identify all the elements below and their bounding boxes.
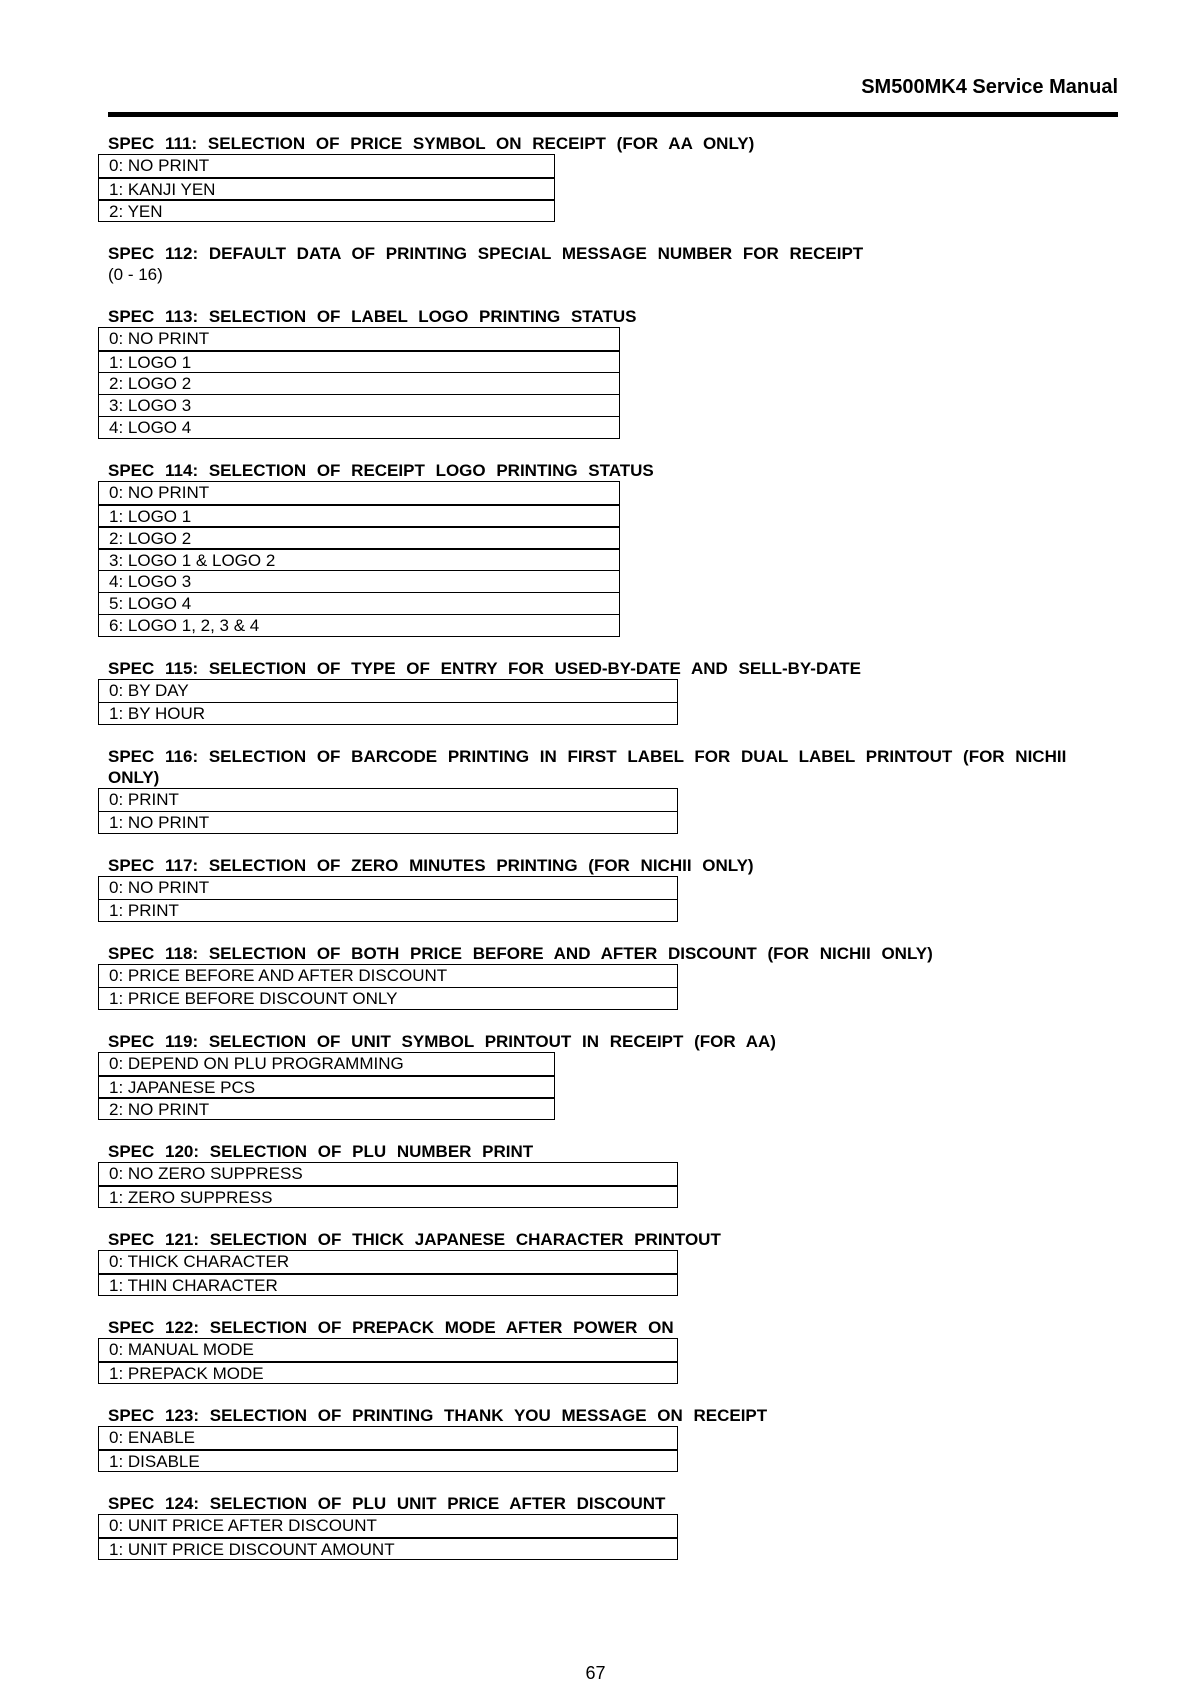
option-row: 1: PRICE BEFORE DISCOUNT ONLY bbox=[99, 987, 677, 1009]
option-row: 2: LOGO 2 bbox=[99, 526, 619, 548]
page-header-title: SM500MK4 Service Manual bbox=[861, 76, 1118, 98]
spec-111 bbox=[108, 133, 1118, 222]
option-row: 4: LOGO 4 bbox=[99, 416, 619, 438]
option-row: 3: LOGO 3 bbox=[99, 394, 619, 416]
options-table bbox=[98, 1338, 678, 1384]
spec-title: SPEC 119: SELECTION OF UNIT SYMBOL PRINTOUT IN RECEIPT (FOR AA) bbox=[108, 1032, 776, 1051]
header-divider bbox=[108, 112, 1118, 117]
spec-116 bbox=[108, 746, 1118, 834]
option-row: 0: PRICE BEFORE AND AFTER DISCOUNT bbox=[109, 966, 448, 985]
option-row: 0: MANUAL MODE bbox=[109, 1340, 254, 1359]
option-row: 0: ENABLE bbox=[109, 1428, 195, 1447]
option-row: 1: BY HOUR bbox=[99, 702, 677, 724]
option-row: 0: NO PRINT bbox=[109, 156, 210, 175]
option-row: 5: LOGO 4 bbox=[99, 592, 619, 614]
spec-118 bbox=[108, 943, 1118, 1010]
spec-title: SPEC 120: SELECTION OF PLU NUMBER PRINT bbox=[108, 1142, 534, 1161]
option-row: 1: JAPANESE PCS bbox=[99, 1075, 554, 1097]
spec-title: SPEC 116: SELECTION OF BARCODE PRINTING IN FIRST LABEL FOR DUAL LABEL PRINTOUT (FOR NICHII ONLY) bbox=[108, 747, 1067, 787]
spec-title: SPEC 123: SELECTION OF PRINTING THANK YOU MESSAGE ON RECEIPT bbox=[108, 1406, 768, 1425]
spec-115 bbox=[108, 658, 1118, 725]
option-row: 1: PREPACK MODE bbox=[99, 1361, 677, 1383]
option-row: 1: THIN CHARACTER bbox=[99, 1273, 677, 1295]
option-row: 1: DISABLE bbox=[99, 1449, 677, 1471]
option-row: 0: UNIT PRICE AFTER DISCOUNT bbox=[109, 1516, 377, 1535]
options-table bbox=[98, 679, 678, 725]
options-table bbox=[98, 1426, 678, 1472]
option-row: 0: NO ZERO SUPPRESS bbox=[109, 1164, 303, 1183]
option-row: 6: LOGO 1, 2, 3 & 4 bbox=[99, 614, 619, 636]
spec-range-note: (0 - 16) bbox=[108, 265, 163, 284]
spec-117 bbox=[108, 855, 1118, 922]
option-row: 1: ZERO SUPPRESS bbox=[99, 1185, 677, 1207]
option-row: 0: PRINT bbox=[109, 790, 179, 809]
option-row: 0: NO PRINT bbox=[109, 483, 210, 502]
option-row: 0: NO PRINT bbox=[109, 878, 210, 897]
spec-list bbox=[108, 133, 1118, 1581]
options-table bbox=[98, 876, 678, 922]
options-table bbox=[98, 964, 678, 1010]
options-table bbox=[98, 327, 620, 439]
option-row: 2: NO PRINT bbox=[99, 1097, 554, 1119]
option-row: 0: NO PRINT bbox=[109, 329, 210, 348]
option-row: 1: PRINT bbox=[99, 899, 677, 921]
options-table bbox=[98, 481, 620, 637]
spec-title: SPEC 121: SELECTION OF THICK JAPANESE CHARACTER PRINTOUT bbox=[108, 1230, 721, 1249]
options-table bbox=[98, 1514, 678, 1560]
options-table bbox=[98, 154, 555, 222]
option-row: 0: THICK CHARACTER bbox=[109, 1252, 290, 1271]
spec-124 bbox=[108, 1493, 1118, 1560]
spec-114 bbox=[108, 460, 1118, 637]
spec-122 bbox=[108, 1317, 1118, 1384]
option-row: 1: KANJI YEN bbox=[99, 177, 554, 199]
page-number: 67 bbox=[585, 1663, 606, 1683]
option-row: 2: YEN bbox=[99, 199, 554, 221]
spec-title: SPEC 115: SELECTION OF TYPE OF ENTRY FOR USED-BY-DATE AND SELL-BY-DATE bbox=[108, 659, 861, 678]
spec-112 bbox=[108, 243, 1118, 285]
spec-title: SPEC 122: SELECTION OF PREPACK MODE AFTER POWER ON bbox=[108, 1318, 674, 1337]
option-row: 0: DEPEND ON PLU PROGRAMMING bbox=[109, 1054, 404, 1073]
spec-title: SPEC 118: SELECTION OF BOTH PRICE BEFORE AND AFTER DISCOUNT (FOR NICHII ONLY) bbox=[108, 944, 933, 963]
spec-title: SPEC 112: DEFAULT DATA OF PRINTING SPECIAL MESSAGE NUMBER FOR RECEIPT bbox=[108, 244, 864, 263]
spec-113 bbox=[108, 306, 1118, 439]
options-table bbox=[98, 1162, 678, 1208]
option-row: 3: LOGO 1 & LOGO 2 bbox=[99, 548, 619, 570]
spec-123 bbox=[108, 1405, 1118, 1472]
spec-title: SPEC 124: SELECTION OF PLU UNIT PRICE AFTER DISCOUNT bbox=[108, 1494, 666, 1513]
option-row: 4: LOGO 3 bbox=[99, 570, 619, 592]
spec-title: SPEC 117: SELECTION OF ZERO MINUTES PRINTING (FOR NICHII ONLY) bbox=[108, 856, 754, 875]
spec-title: SPEC 113: SELECTION OF LABEL LOGO PRINTING STATUS bbox=[108, 307, 637, 326]
option-row: 1: NO PRINT bbox=[99, 811, 677, 833]
spec-title: SPEC 111: SELECTION OF PRICE SYMBOL ON RECEIPT (FOR AA ONLY) bbox=[108, 134, 755, 153]
spec-120 bbox=[108, 1141, 1118, 1208]
options-table bbox=[98, 1052, 555, 1120]
option-row: 1: LOGO 1 bbox=[99, 350, 619, 372]
options-table bbox=[98, 788, 678, 834]
option-row: 1: UNIT PRICE DISCOUNT AMOUNT bbox=[99, 1537, 677, 1559]
options-table bbox=[98, 1250, 678, 1296]
option-row: 0: BY DAY bbox=[109, 681, 189, 700]
spec-title: SPEC 114: SELECTION OF RECEIPT LOGO PRINTING STATUS bbox=[108, 461, 654, 480]
spec-119 bbox=[108, 1031, 1118, 1120]
option-row: 1: LOGO 1 bbox=[99, 504, 619, 526]
spec-121 bbox=[108, 1229, 1118, 1296]
option-row: 2: LOGO 2 bbox=[99, 372, 619, 394]
